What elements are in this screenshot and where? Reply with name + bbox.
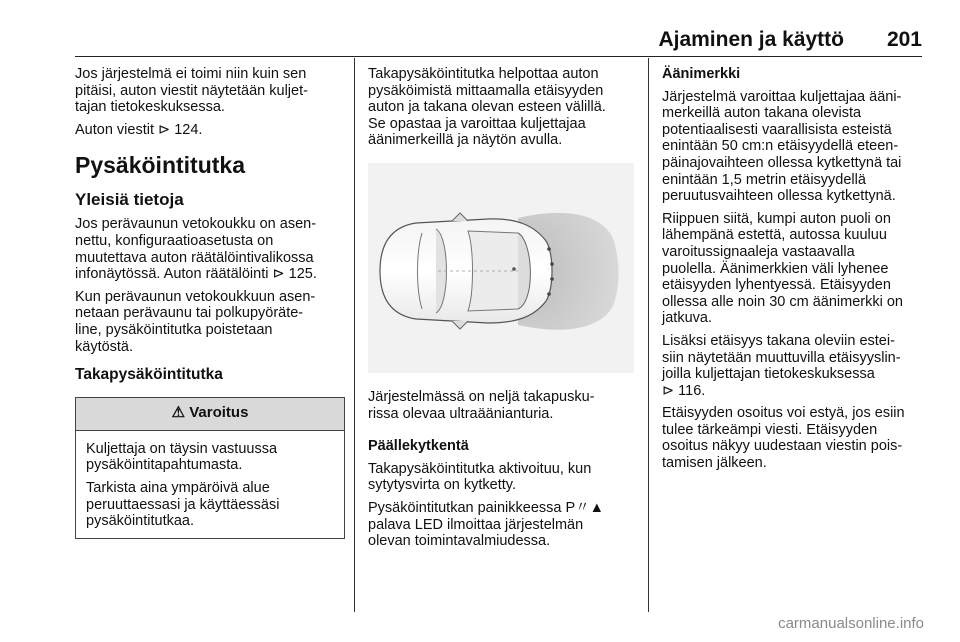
car-sensor-figure bbox=[368, 163, 634, 373]
figure-caption: Järjestelmässä on neljä takapusku- rissa olevaa ultraäänianturia. bbox=[368, 388, 595, 422]
column-2 bbox=[368, 66, 634, 556]
intro-paragraph: Jos järjestelmä ei toimi niin kuin sen pitäisi, auton viestit näytetään kuljet- tajan tietokeskuksessa. bbox=[75, 66, 308, 116]
acoustic-paragraph: Etäisyyden osoitus voi estyä, jos esiin tulee tärkeämpi viesti. Etäisyyden osoitus näkyy uudestaan viestin pois- tamisen jälkeen. bbox=[662, 405, 905, 472]
section-title: Pysäköintitutka bbox=[75, 152, 245, 179]
header-divider bbox=[75, 56, 922, 57]
driver-info-centre-reference[interactable]: ⊳ 116. bbox=[662, 382, 706, 399]
intro-paragraph: Takapysäköintitutka helpottaa auton pysäköimistä mittaamalla etäisyyden auton ja takana olevan esteen välillä. Se opastaa ja varoittaa kuljettajaa äänimerkeillä ja näytön avulla. bbox=[368, 66, 606, 149]
page-number: 201 bbox=[886, 28, 922, 51]
warning-paragraph: Kuljettaja on täysin vastuussa pysäköintitapahtumasta. bbox=[86, 440, 278, 474]
towbar-paragraph: Jos perävaunun vetokoukku on asen- nettu, konfiguraatioasetusta on muutettava auton räätälöintivalikossa infonäytössä. Auton räätälöinti ⊳ 125. bbox=[75, 216, 317, 283]
column-divider-2 bbox=[648, 58, 649, 612]
watermark: carmanualsonline.info bbox=[778, 615, 924, 632]
car-icon bbox=[380, 213, 552, 329]
vehicle-messages-reference[interactable]: Auton viestit ⊳ 124. bbox=[75, 121, 203, 138]
column-3 bbox=[662, 66, 926, 478]
warning-paragraph: Tarkista aina ympäröivä alue peruuttaessasi ja käyttäessäsi pysäköintitutkaa. bbox=[86, 479, 280, 530]
button-paragraph: Pysäköintitutkan painikkeessa P〃▲ palava LED ilmoittaa järjestelmän olevan toimintavalmiudessa. bbox=[368, 499, 604, 550]
warning-box bbox=[75, 397, 345, 539]
trailer-paragraph: Kun perävaunun vetokoukkuun asen- netaan perävaunu tai polkupyöräte- line, pysäköintitutka poistetaan käytöstä. bbox=[75, 288, 316, 355]
acoustic-paragraph: Lisäksi etäisyys takana oleviin estei- siin näytetään muuttuvilla etäisyyslin- joilla kuljettajan tietokeskuksessa ⊳ 116. bbox=[662, 332, 901, 399]
warning-header bbox=[76, 398, 344, 431]
rear-parking-title: Takapysäköintitutka bbox=[75, 366, 223, 384]
warning-title: Varoitus bbox=[189, 404, 249, 422]
switch-on-title: Päällekytkentä bbox=[368, 438, 469, 455]
switch-on-paragraph: Takapysäköintitutka aktivoituu, kun sytytysvirta on kytketty. bbox=[368, 460, 592, 494]
warning-body bbox=[76, 431, 344, 538]
page-header-title: Ajaminen ja käyttö bbox=[658, 28, 844, 51]
acoustic-paragraph: Riippuen siitä, kumpi auton puoli on lähempänä estettä, autossa kuuluu varoitussignaaleja vastaavalla puolella. Äänimerkkien väli lyhenee etäisyyden lyhentyessä. Etäisyyden ollessa alle noin 30 cm äänimerkki on jatkuva. bbox=[662, 210, 903, 327]
column-1 bbox=[75, 66, 345, 539]
warning-icon: ⚠ bbox=[171, 404, 186, 422]
page-header bbox=[75, 28, 922, 56]
acoustic-signal-title: Äänimerkki bbox=[662, 66, 741, 82]
acoustic-paragraph: Järjestelmä varoittaa kuljettajaa ääni- merkeillä auton takana olevista potentiaalisesti vaarallisista esteistä enintään 50 cm:n etäisyydellä eteen- päinajovaihteen ollessa kytkettynä tai enintään 1,5 metrin etäisyydellä peruutusvaihteen ollessa kytkettynä. bbox=[662, 88, 902, 205]
subsection-title: Yleisiä tietoja bbox=[75, 190, 184, 210]
column-divider-1 bbox=[354, 58, 355, 612]
